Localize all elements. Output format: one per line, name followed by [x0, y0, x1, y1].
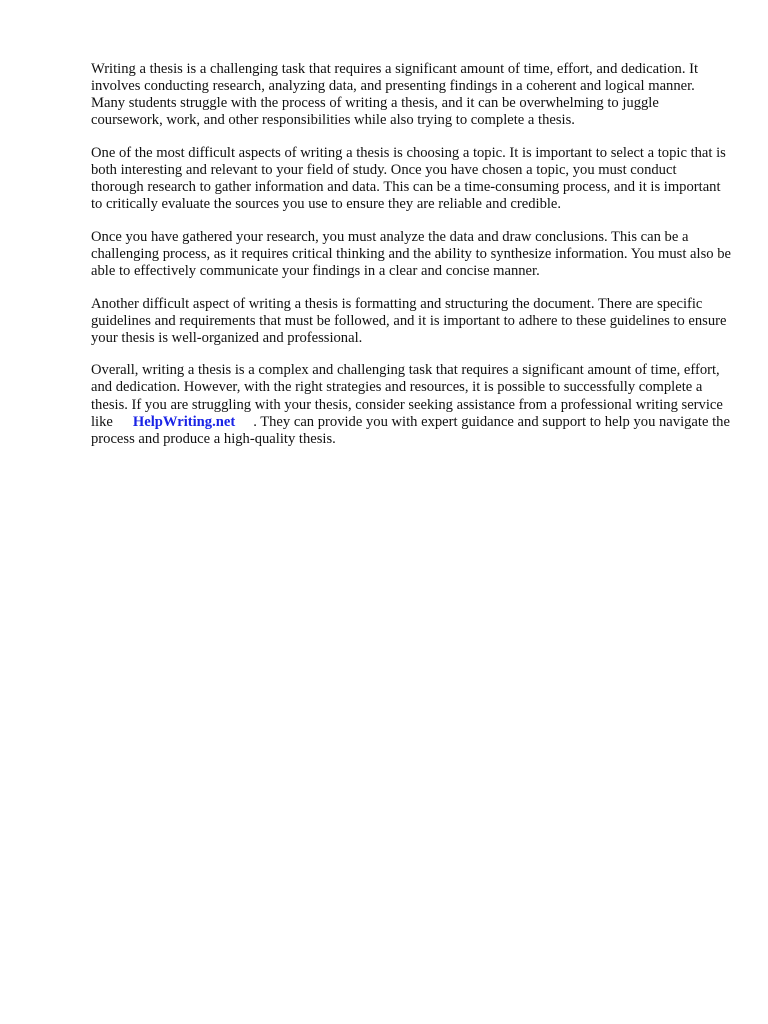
paragraph-topic: One of the most difficult aspects of writing a thesis is choosing a topic. It is important to select a topic that is both interesting and relevant to your field of study. Once you have chosen a topic, you must conduct thorough research to gather information and data. This can be a time-consuming process, and it is important to critically evaluate the sources you use to ensure they are reliable and credible.	[91, 144, 726, 213]
helpwriting-link[interactable]: HelpWriting.net	[132, 413, 236, 430]
document-body	[91, 61, 731, 463]
conclusion-text-after-link: . They can provide you with expert guidance and support to help you navigate the process and produce a high-quality thesis.	[91, 413, 730, 447]
conclusion-text-before-link: Overall, writing a thesis is a complex and challenging task that requires a significant amount of time, effort, and dedication. However, with the right strategies and resources, it is possible to successfully complete a thesis. If you are struggling with your thesis, consider seeking assistance from a professional writing service like	[91, 362, 723, 430]
paragraph-conclusion	[91, 362, 731, 447]
paragraph-formatting: Another difficult aspect of writing a thesis is formatting and structuring the document. There are specific guidelines and requirements that must be followed, and it is important to adhere to these guidelines to ensure your thesis is well-organized and professional.	[91, 295, 727, 346]
paragraph-intro: Writing a thesis is a challenging task that requires a significant amount of time, effort, and dedication. It involves conducting research, analyzing data, and presenting findings in a coherent and logical manner. Many students struggle with the process of writing a thesis, and it can be overwhelming to juggle coursework, work, and other responsibilities while also trying to complete a thesis.	[91, 61, 699, 129]
paragraph-analysis: Once you have gathered your research, you must analyze the data and draw conclusions. This can be a challenging process, as it requires critical thinking and the ability to synthesize information. You must also be able to effectively communicate your findings in a clear and concise manner.	[91, 228, 731, 279]
